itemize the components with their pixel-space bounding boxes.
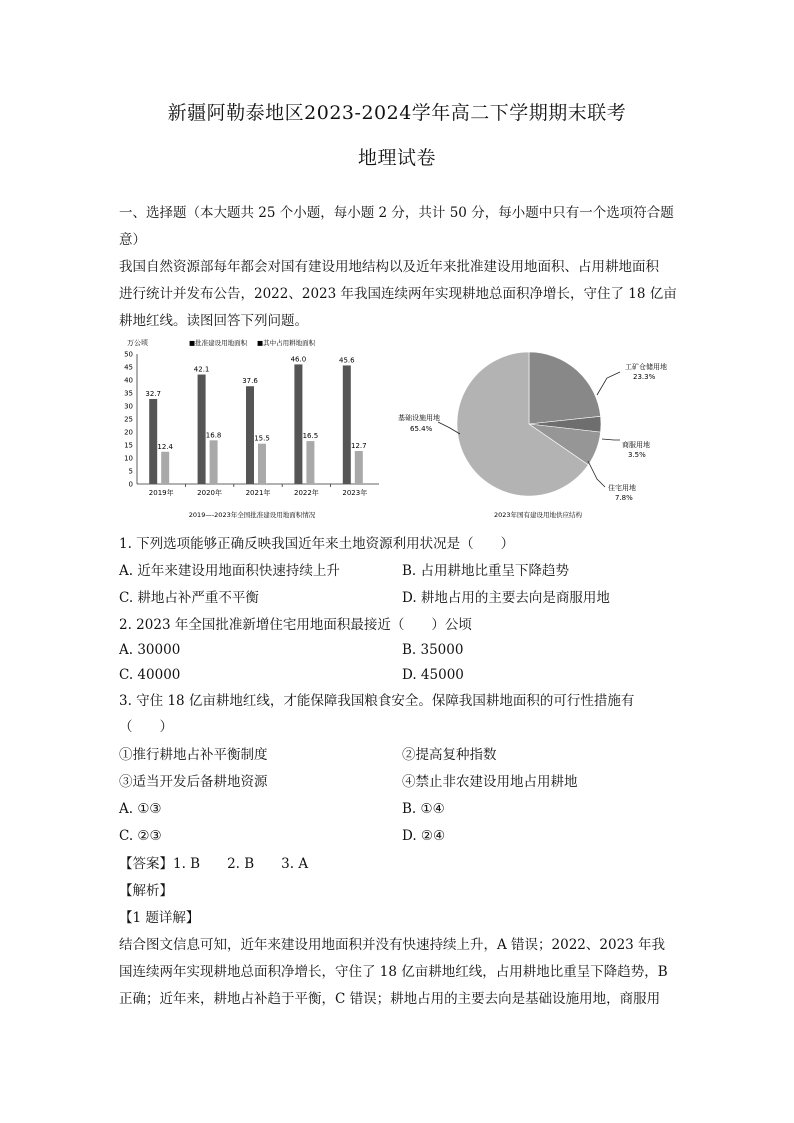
answer-line: 【答案】1. B 2. B 3. A	[119, 856, 309, 872]
question-2-stem: 2. 2023 年全国批准新增住宅用地面积最接近（ ）公顷	[119, 617, 472, 633]
q2-option-a: A. 30000	[119, 642, 181, 658]
bar-y-tick-label: 25	[124, 415, 133, 424]
bar-y-tick-label: 45	[124, 363, 133, 372]
detail-text: 正确；近年来，耕地占补趋于平衡，C 错误；耕地占用的主要去向是基础设施用地，商服用	[119, 991, 661, 1007]
q3-option-a: A. ①③	[119, 801, 162, 817]
q3-measure-1: ①推行耕地占补平衡制度	[119, 747, 268, 763]
bar-data-label: 12.7	[351, 441, 367, 450]
pie-label-industrial: 工矿仓储用地	[625, 363, 667, 371]
bar-data-label: 42.1	[193, 365, 210, 374]
bar-legend-total: ■批准建设用地面积	[189, 339, 248, 347]
bar-data-label: 45.6	[339, 356, 355, 365]
question-3-paren: （ ）	[119, 719, 173, 735]
bar-x-tick-label: 2023年	[342, 489, 368, 497]
detail-text: 国连续两年实现耕地总面积净增长，守住了 18 亿亩耕地红线，占用耕地比重呈下降趋势，B	[119, 964, 668, 980]
bar-farmland-area	[355, 451, 363, 484]
bar-approved-area	[294, 364, 302, 484]
bar-y-tick-label: 50	[124, 350, 133, 359]
bar-y-tick-label: 0	[128, 480, 133, 489]
pie-chart-title: 2023年国有建设用地供应结构	[493, 511, 583, 519]
bar-data-label: 15.5	[254, 434, 270, 443]
bar-x-tick-label: 2020年	[197, 489, 223, 497]
bar-approved-area	[343, 365, 351, 484]
page-title: 新疆阿勒泰地区2023-2024学年高二下学期期末联考	[167, 102, 627, 124]
q1-option-c: C. 耕地占补严重不平衡	[119, 590, 259, 606]
pie-chart	[392, 336, 692, 526]
analysis-heading: 【解析】	[119, 883, 173, 899]
section-heading-cont: 意）	[119, 232, 146, 248]
bar-data-label: 37.6	[242, 377, 258, 386]
bar-x-tick-label: 2022年	[293, 489, 319, 497]
bar-farmland-area	[306, 441, 314, 484]
q2-option-d: D. 45000	[402, 667, 464, 683]
bar-y-tick-label: 20	[124, 428, 133, 437]
q1-option-d: D. 耕地占用的主要去向是商服用地	[402, 590, 610, 606]
section-heading: 一、选择题（本大题共 25 个小题，每小题 2 分，共计 50 分，每小题中只有一个选项符合题	[119, 205, 674, 221]
pie-value-industrial: 23.3%	[633, 373, 656, 381]
bar-farmland-area	[161, 452, 169, 484]
q3-measure-2: ②提高复种指数	[402, 747, 497, 763]
bar-chart-figure	[117, 336, 387, 526]
page-subtitle: 地理试卷	[357, 147, 436, 169]
q3-option-c: C. ②③	[119, 828, 162, 844]
q3-measure-3: ③适当开发后备耕地资源	[119, 774, 268, 790]
bar-y-tick-label: 40	[124, 376, 133, 385]
q1-option-b: B. 占用耕地比重呈下降趋势	[402, 563, 570, 579]
leader-line-commercial	[602, 439, 620, 440]
pie-value-residential: 7.8%	[615, 494, 633, 502]
bar-x-tick-label: 2019年	[148, 489, 174, 497]
pie-value-infrastructure: 65.4%	[410, 425, 433, 433]
leader-line-industrial	[597, 372, 620, 395]
question-1-stem: 1. 下列选项能够正确反映我国近年来土地资源利用状况是（ ）	[119, 536, 515, 552]
bar-data-label: 32.7	[145, 389, 161, 398]
q3-option-b: B. ①④	[402, 801, 445, 817]
bar-legend-farmland: ■其中占用耕地面积	[257, 339, 316, 347]
bar-chart-ylabel: 万公顷	[127, 339, 148, 347]
material-text: 我国自然资源部每年都会对国有建设用地结构以及近年来批准建设用地面积、占用耕地面积	[119, 259, 659, 275]
material-text: 耕地红线。读图回答下列问题。	[119, 313, 308, 329]
bar-x-tick-label: 2021年	[245, 489, 271, 497]
bar-y-tick-label: 15	[124, 441, 133, 450]
pie-label-residential: 住宅用地	[608, 484, 636, 492]
bar-y-tick-label: 10	[124, 454, 133, 463]
pie-label-commercial: 商服用地	[622, 441, 650, 449]
detail-heading: 【1 题详解】	[119, 910, 200, 926]
pie-slice-工矿仓储用地	[529, 352, 601, 424]
q2-option-c: C. 40000	[119, 667, 181, 683]
material-text: 进行统计并发布公告，2022、2023 年我国连续两年实现耕地总面积净增长，守住了 18 亿亩	[119, 286, 677, 302]
pie-chart-figure	[392, 336, 692, 526]
bar-approved-area	[198, 375, 206, 484]
q2-option-b: B. 35000	[402, 642, 464, 658]
pie-label-infrastructure: 基础设施用地	[398, 414, 440, 422]
bar-y-tick-label: 30	[124, 402, 133, 411]
bar-y-tick-label: 35	[124, 389, 133, 398]
bar-chart	[117, 336, 387, 526]
bar-y-tick-label: 5	[128, 467, 133, 476]
leader-line-residential	[588, 461, 605, 487]
q1-option-a: A. 近年来建设用地面积快速持续上升	[119, 563, 340, 579]
bar-data-label: 12.4	[157, 442, 173, 451]
detail-text: 结合图文信息可知，近年来建设用地面积并没有快速持续上升，A 错误；2022、2023 年我	[119, 937, 666, 953]
q3-measure-4: ④禁止非农建设用地占用耕地	[402, 774, 578, 790]
question-3-stem: 3. 守住 18 亿亩耕地红线，才能保障我国粮食安全。保障我国耕地面积的可行性措施有	[119, 693, 635, 709]
bar-approved-area	[246, 386, 254, 484]
q3-option-d: D. ②④	[402, 828, 446, 844]
bar-approved-area	[149, 399, 157, 484]
bar-chart-title: 2019—-2023年全国批准建设用地面积情况	[188, 511, 316, 519]
pie-value-commercial: 3.5%	[628, 451, 646, 459]
bar-data-label: 46.0	[290, 355, 307, 364]
bar-farmland-area	[258, 444, 266, 484]
bar-data-label: 16.8	[205, 431, 222, 440]
bar-data-label: 16.5	[302, 432, 319, 441]
bar-farmland-area	[210, 440, 218, 484]
